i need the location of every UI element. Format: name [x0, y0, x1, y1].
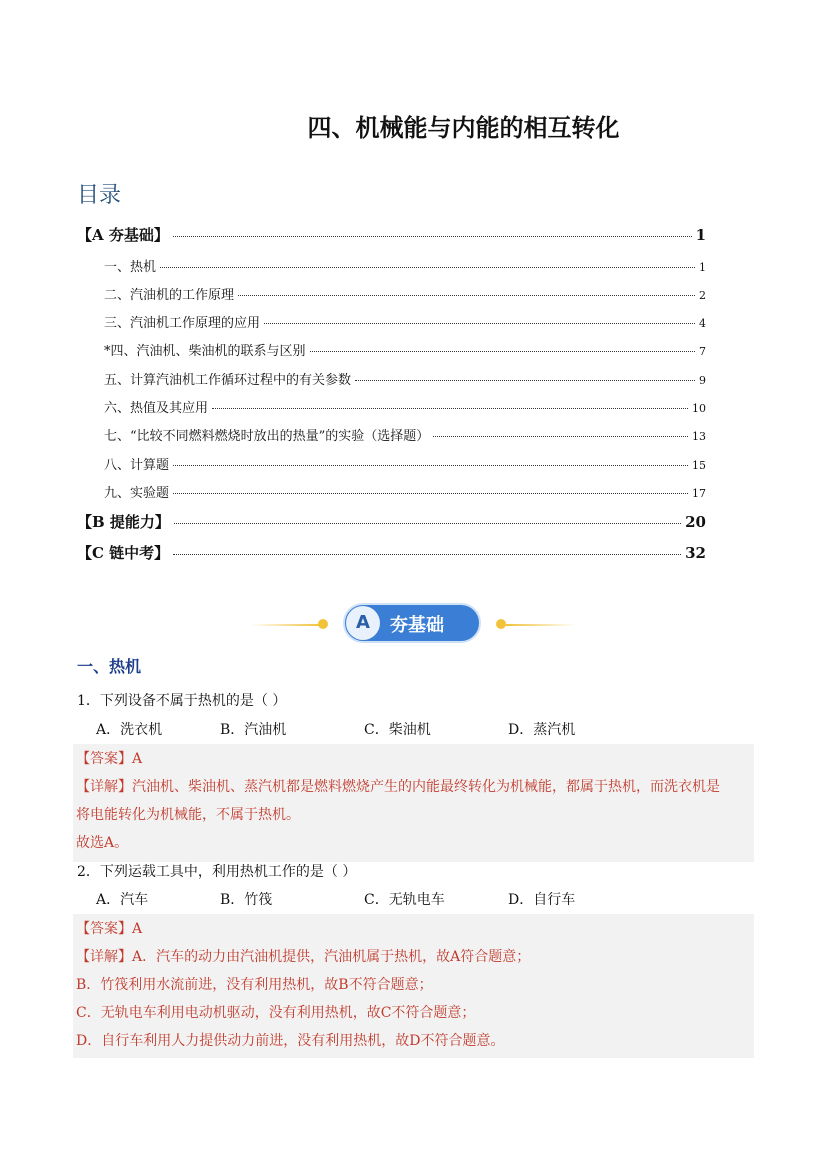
detail-line: C．无轨电车利用电动机驱动，没有利用热机，故C不符合题意；	[76, 1005, 476, 1021]
question-2-stem: 2．下列运载工具中，利用热机工作的是（ ）	[77, 864, 357, 880]
section-heading: 一、热机	[77, 657, 142, 676]
toc-page-number: 7	[699, 345, 706, 358]
toc-leader	[355, 380, 695, 381]
toc-entry-label: 五、计算汽油机工作循环过程中的有关参数	[104, 373, 352, 388]
toc-leader	[174, 523, 681, 524]
question-2-answer-box	[73, 914, 754, 1058]
banner-left-dot	[318, 619, 328, 629]
option-b: B．竹筏	[220, 892, 273, 908]
toc-entry-label: *四、汽油机、柴油机的联系与区别	[104, 344, 306, 359]
toc-page-number: 10	[692, 402, 706, 415]
toc-entry-label: 三、汽油机工作原理的应用	[104, 316, 261, 331]
banner-right-line	[506, 624, 576, 626]
detail-line: 将电能转化为机械能，不属于热机。	[76, 807, 300, 823]
toc-entry-label: 九、实验题	[104, 486, 170, 501]
toc-page-number: 32	[685, 544, 706, 562]
toc-leader	[160, 267, 695, 268]
toc-leader	[173, 493, 688, 494]
toc-entry-label: 六、热值及其应用	[104, 401, 209, 416]
option-d: D．自行车	[508, 892, 576, 908]
toc-leader	[238, 295, 695, 296]
toc-page-number: 13	[692, 430, 706, 443]
option-b: B．汽油机	[220, 722, 287, 738]
answer-label: 【答案】A	[76, 751, 143, 767]
toc-entry-sub-6[interactable]	[104, 397, 706, 416]
toc-page-number: 4	[699, 317, 706, 330]
detail-line: 故选A。	[76, 835, 129, 851]
toc-entry-sub-7[interactable]	[104, 425, 706, 444]
banner-letter-badge: A	[346, 606, 380, 640]
toc-page-number: 17	[692, 487, 706, 500]
banner-text: 夯基础	[390, 615, 444, 636]
toc-entry-label: 【A 夯基础】	[77, 226, 169, 244]
toc-entry-sub-2[interactable]	[104, 284, 706, 303]
toc-leader	[264, 323, 695, 324]
toc-entry-a[interactable]	[77, 224, 706, 245]
option-c: C．柴油机	[364, 722, 431, 738]
detail-line: D．自行车利用人力提供动力前进，没有利用热机，故D不符合题意。	[76, 1033, 505, 1049]
question-1-answer-box	[73, 744, 754, 862]
toc-entry-label: 一、热机	[104, 260, 157, 275]
toc-entry-sub-5[interactable]	[104, 369, 706, 388]
toc-entry-sub-8[interactable]	[104, 454, 706, 473]
toc-entry-label: 二、汽油机的工作原理	[104, 288, 235, 303]
toc-leader	[433, 436, 688, 437]
toc-entry-c[interactable]	[77, 542, 706, 563]
toc-leader	[173, 554, 681, 555]
toc-page-number: 1	[695, 226, 706, 244]
toc-entry-sub-4[interactable]	[104, 340, 706, 359]
banner-left-line	[250, 624, 320, 626]
page-title: 四、机械能与内能的相互转化	[307, 114, 620, 142]
option-c: C．无轨电车	[364, 892, 445, 908]
banner-right-dot	[496, 619, 506, 629]
toc-leader	[173, 236, 692, 237]
detail-line: 【详解】A．汽车的动力由汽油机提供，汽油机属于热机，故A符合题意；	[76, 949, 531, 965]
question-1-stem: 1．下列设备不属于热机的是（ ）	[77, 693, 287, 709]
toc-entry-label: 七、“比较不同燃料燃烧时放出的热量”的实验（选择题）	[104, 429, 430, 444]
toc-page-number: 2	[699, 289, 706, 302]
toc-page-number: 20	[685, 513, 706, 531]
answer-label: 【答案】A	[76, 921, 143, 937]
toc-leader	[212, 408, 688, 409]
toc-entry-b[interactable]	[77, 511, 706, 532]
toc-heading: 目录	[77, 183, 122, 208]
option-a: A．洗衣机	[96, 722, 163, 738]
toc-page-number: 9	[699, 374, 706, 387]
toc-leader	[173, 465, 688, 466]
detail-line: B．竹筏利用水流前进，没有利用热机，故B不符合题意；	[76, 977, 433, 993]
toc-entry-label: 【B 提能力】	[77, 513, 170, 531]
section-banner	[250, 603, 580, 647]
toc-entry-sub-1[interactable]	[104, 256, 706, 275]
toc-page-number: 15	[692, 459, 706, 472]
toc-entry-label: 八、计算题	[104, 458, 170, 473]
toc-page-number: 1	[699, 261, 706, 274]
detail-line: 【详解】汽油机、柴油机、蒸汽机都是燃料燃烧产生的内能最终转化为机械能，都属于热机，而洗衣机是	[76, 779, 720, 795]
toc-entry-label: 【C 链中考】	[77, 544, 170, 562]
toc-entry-sub-9[interactable]	[104, 482, 706, 501]
option-a: A．汽车	[96, 892, 149, 908]
option-d: D．蒸汽机	[508, 722, 576, 738]
toc-leader	[310, 351, 695, 352]
toc-entry-sub-3[interactable]	[104, 312, 706, 331]
